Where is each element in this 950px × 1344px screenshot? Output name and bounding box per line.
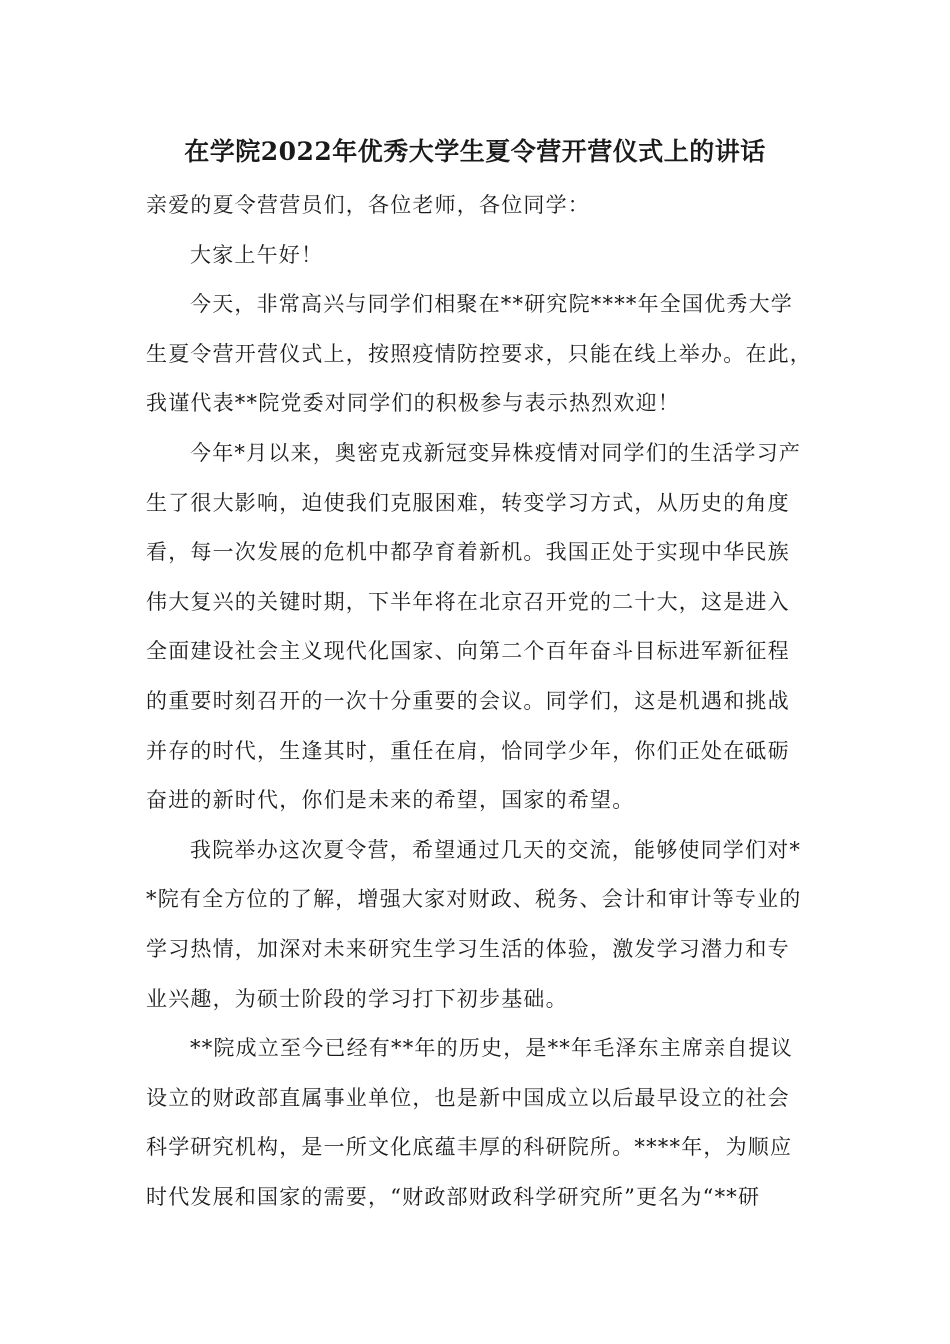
paragraph-line: 科学研究机构，是一所文化底蕴丰厚的科研院所。****年，为顺应 — [146, 1135, 793, 1160]
salutation-line: 亲爱的夏令营营员们，各位老师，各位同学： — [146, 193, 590, 217]
paragraph-1 — [146, 280, 816, 429]
paragraph-line: 的重要时刻召开的一次十分重要的会议。同学们，这是机遇和挑战 — [146, 688, 790, 713]
paragraph-line: 设立的财政部直属事业单位，也是新中国成立以后最早设立的社会 — [146, 1085, 790, 1110]
paragraph-line: 学习热情，加深对未来研究生学习生活的体验，激发学习潜力和专 — [146, 936, 790, 961]
paragraph-line: 我院举办这次夏令营，希望通过几天的交流，能够使同学们对* — [190, 837, 802, 862]
salutation — [146, 181, 816, 231]
paragraph-line: 业兴趣，为硕士阶段的学习打下初步基础。 — [146, 986, 568, 1011]
paragraph-line: 我谨代表**院党委对同学们的积极参与表示热烈欢迎！ — [146, 391, 680, 416]
document-body — [146, 181, 816, 1222]
document-title: 在学院2022年优秀大学生夏令营开营仪式上的讲话 — [184, 137, 766, 166]
paragraph-3 — [146, 826, 816, 1024]
paragraph-line: 奋进的新时代，你们是未来的希望，国家的希望。 — [146, 788, 635, 813]
greeting-line: 大家上午好！ — [190, 242, 324, 267]
paragraph-line: 全面建设社会主义现代化国家、向第二个百年奋斗目标进军新征程 — [146, 639, 790, 664]
paragraph-line: 生了很大影响，迫使我们克服困难，转变学习方式，从历史的角度 — [146, 490, 790, 515]
paragraph-line: 伟大复兴的关键时期，下半年将在北京召开党的二十大，这是进入 — [146, 589, 790, 614]
greeting — [146, 231, 816, 281]
paragraph-line: 时代发展和国家的需要，“财政部财政科学研究所”更名为“**研 — [146, 1184, 761, 1209]
paragraph-line: *院有全方位的了解，增强大家对财政、税务、会计和审计等专业的 — [146, 887, 802, 912]
paragraph-line: **院成立至今已经有**年的历史，是**年毛泽东主席亲自提议 — [190, 1036, 793, 1061]
paragraph-line: 并存的时代，生逢其时，重任在肩，恰同学少年，你们正处在砥砺 — [146, 738, 790, 763]
paragraph-line: 今天，非常高兴与同学们相聚在**研究院****年全国优秀大学 — [190, 292, 793, 317]
paragraph-line: 看，每一次发展的危机中都孕育着新机。我国正处于实现中华民族 — [146, 540, 790, 565]
paragraph-4 — [146, 1024, 816, 1222]
paragraph-line: 今年*月以来，奥密克戎新冠变异株疫情对同学们的生活学习产 — [190, 440, 802, 465]
paragraph-2 — [146, 429, 816, 826]
paragraph-line: 生夏令营开营仪式上，按照疫情防控要求，只能在线上举办。在此， — [146, 341, 812, 366]
